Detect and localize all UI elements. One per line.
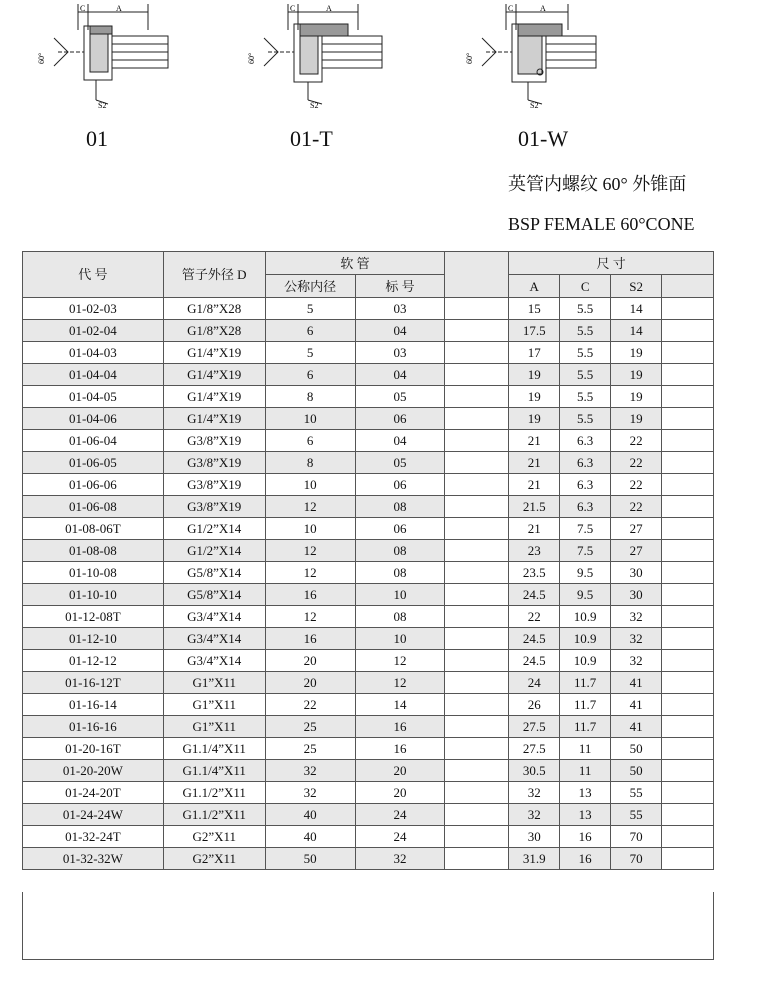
cell-spacer <box>445 342 509 364</box>
table-row <box>23 760 714 782</box>
table-row <box>23 540 714 562</box>
cell-s2: 50 <box>611 738 662 760</box>
cell-spacer <box>445 452 509 474</box>
dim-s2-label: S2 <box>98 101 107 110</box>
cell-c: 6.3 <box>560 452 611 474</box>
cell-c: 13 <box>560 804 611 826</box>
table-row <box>23 584 714 606</box>
cell-s2: 19 <box>611 364 662 386</box>
cell-s2: 30 <box>611 562 662 584</box>
model-label-01-w: 01-W <box>518 126 569 151</box>
table-row <box>23 364 714 386</box>
cell-dash: 10 <box>355 628 445 650</box>
cell-code: 01-06-08 <box>23 496 164 518</box>
dim-a-label: A <box>540 4 546 13</box>
cell-nominal: 12 <box>265 496 355 518</box>
cell-dash: 05 <box>355 386 445 408</box>
cell-a: 30 <box>509 826 560 848</box>
cell-tube: G3/8”X19 <box>163 430 265 452</box>
cell-code: 01-16-12T <box>23 672 164 694</box>
dim-s2-label: S2 <box>310 101 319 110</box>
dim-c-label: C <box>80 4 86 13</box>
cell-extra <box>662 320 714 342</box>
cell-dash: 03 <box>355 298 445 320</box>
cell-s2: 14 <box>611 320 662 342</box>
cell-c: 5.5 <box>560 408 611 430</box>
cell-nominal: 6 <box>265 430 355 452</box>
table-row <box>23 452 714 474</box>
cell-tube: G1.1/4”X11 <box>163 738 265 760</box>
cell-tube: G1/2”X14 <box>163 518 265 540</box>
header-nominal-id: 公称内径 <box>265 275 355 298</box>
cell-s2: 22 <box>611 496 662 518</box>
cell-tube: G5/8”X14 <box>163 584 265 606</box>
cell-spacer <box>445 738 509 760</box>
header-tube-od: 管子外径 D <box>163 252 265 298</box>
cell-a: 32 <box>509 804 560 826</box>
cell-extra <box>662 474 714 496</box>
header-c: C <box>560 275 611 298</box>
cell-s2: 14 <box>611 298 662 320</box>
header-spacer <box>445 252 509 298</box>
cell-spacer <box>445 386 509 408</box>
cell-tube: G1.1/2”X11 <box>163 804 265 826</box>
spec-table-body <box>23 298 714 870</box>
cell-dash: 16 <box>355 716 445 738</box>
cell-extra <box>662 760 714 782</box>
cell-nominal: 50 <box>265 848 355 870</box>
fitting-drawing-01-t-svg <box>238 0 398 120</box>
cell-spacer <box>445 672 509 694</box>
cell-dash: 08 <box>355 496 445 518</box>
table-row <box>23 408 714 430</box>
table-row <box>23 628 714 650</box>
cell-nominal: 32 <box>265 782 355 804</box>
cell-a: 21 <box>509 474 560 496</box>
dim-angle-label: 60° <box>37 52 46 64</box>
cell-tube: G1/4”X19 <box>163 342 265 364</box>
table-row <box>23 826 714 848</box>
cell-a: 21 <box>509 518 560 540</box>
cell-c: 11.7 <box>560 672 611 694</box>
cell-code: 01-24-24W <box>23 804 164 826</box>
dim-a-label: A <box>326 4 332 13</box>
cell-c: 11.7 <box>560 694 611 716</box>
cell-s2: 70 <box>611 848 662 870</box>
cell-extra <box>662 672 714 694</box>
cell-extra <box>662 540 714 562</box>
cell-spacer <box>445 430 509 452</box>
cell-code: 01-08-06T <box>23 518 164 540</box>
cell-a: 22 <box>509 606 560 628</box>
cell-spacer <box>445 562 509 584</box>
cell-c: 7.5 <box>560 540 611 562</box>
spec-table <box>22 251 714 870</box>
table-row <box>23 650 714 672</box>
cell-a: 21 <box>509 430 560 452</box>
cell-extra <box>662 496 714 518</box>
fitting-drawing-01-t <box>238 0 398 120</box>
cell-dash: 12 <box>355 650 445 672</box>
cell-nominal: 10 <box>265 474 355 496</box>
cell-code: 01-24-20T <box>23 782 164 804</box>
cell-dash: 20 <box>355 760 445 782</box>
cell-spacer <box>445 320 509 342</box>
cell-nominal: 32 <box>265 760 355 782</box>
cell-code: 01-02-03 <box>23 298 164 320</box>
cell-a: 31.9 <box>509 848 560 870</box>
cell-dash: 03 <box>355 342 445 364</box>
cell-tube: G2”X11 <box>163 848 265 870</box>
cell-extra <box>662 430 714 452</box>
table-row <box>23 496 714 518</box>
cell-extra <box>662 694 714 716</box>
cell-code: 01-10-08 <box>23 562 164 584</box>
cell-code: 01-04-04 <box>23 364 164 386</box>
cell-c: 16 <box>560 848 611 870</box>
table-row <box>23 738 714 760</box>
table-row <box>23 782 714 804</box>
cell-s2: 19 <box>611 342 662 364</box>
cell-extra <box>662 584 714 606</box>
table-row <box>23 430 714 452</box>
cell-s2: 55 <box>611 782 662 804</box>
cell-extra <box>662 298 714 320</box>
cell-tube: G3/4”X14 <box>163 606 265 628</box>
table-row <box>23 716 714 738</box>
model-label-01-t: 01-T <box>290 126 333 151</box>
cell-a: 23 <box>509 540 560 562</box>
cell-tube: G1”X11 <box>163 716 265 738</box>
cell-nominal: 20 <box>265 650 355 672</box>
cell-c: 6.3 <box>560 474 611 496</box>
cell-a: 21.5 <box>509 496 560 518</box>
cell-spacer <box>445 760 509 782</box>
cell-spacer <box>445 782 509 804</box>
cell-c: 13 <box>560 782 611 804</box>
cell-c: 5.5 <box>560 342 611 364</box>
cell-extra <box>662 804 714 826</box>
fitting-drawing-01 <box>28 0 188 120</box>
cell-s2: 41 <box>611 716 662 738</box>
cell-a: 15 <box>509 298 560 320</box>
cell-c: 11 <box>560 760 611 782</box>
cell-c: 5.5 <box>560 364 611 386</box>
cell-extra <box>662 408 714 430</box>
cell-code: 01-16-14 <box>23 694 164 716</box>
cell-dash: 20 <box>355 782 445 804</box>
cell-nominal: 40 <box>265 826 355 848</box>
fitting-drawing-01-svg <box>28 0 188 120</box>
cell-a: 19 <box>509 386 560 408</box>
cell-s2: 19 <box>611 386 662 408</box>
cell-tube: G1/8”X28 <box>163 320 265 342</box>
cell-tube: G1/4”X19 <box>163 364 265 386</box>
cell-code: 01-16-16 <box>23 716 164 738</box>
cell-tube: G1/2”X14 <box>163 540 265 562</box>
cell-nominal: 8 <box>265 386 355 408</box>
cell-spacer <box>445 826 509 848</box>
cell-nominal: 25 <box>265 738 355 760</box>
header-a: A <box>509 275 560 298</box>
cell-a: 24 <box>509 672 560 694</box>
cell-code: 01-12-08T <box>23 606 164 628</box>
table-row <box>23 606 714 628</box>
cell-tube: G1.1/4”X11 <box>163 760 265 782</box>
cell-spacer <box>445 628 509 650</box>
cell-a: 19 <box>509 364 560 386</box>
subtitle-chinese: 英管内螺纹 60° 外锥面 <box>508 174 687 194</box>
cell-code: 01-02-04 <box>23 320 164 342</box>
dim-a-label: A <box>116 4 122 13</box>
cell-nominal: 8 <box>265 452 355 474</box>
cell-c: 10.9 <box>560 628 611 650</box>
cell-nominal: 6 <box>265 364 355 386</box>
header-s2: S2 <box>611 275 662 298</box>
cell-spacer <box>445 694 509 716</box>
cell-dash: 04 <box>355 320 445 342</box>
cell-spacer <box>445 606 509 628</box>
cell-tube: G3/8”X19 <box>163 474 265 496</box>
cell-a: 23.5 <box>509 562 560 584</box>
cell-dash: 24 <box>355 826 445 848</box>
cell-extra <box>662 364 714 386</box>
cell-spacer <box>445 848 509 870</box>
cell-s2: 55 <box>611 804 662 826</box>
spec-table-head <box>23 252 714 298</box>
cell-a: 21 <box>509 452 560 474</box>
cell-c: 10.9 <box>560 606 611 628</box>
cell-extra <box>662 452 714 474</box>
cell-spacer <box>445 540 509 562</box>
table-row <box>23 848 714 870</box>
dim-s2-label: S2 <box>530 101 539 110</box>
cell-a: 26 <box>509 694 560 716</box>
cell-code: 01-04-03 <box>23 342 164 364</box>
table-row <box>23 518 714 540</box>
dim-c-label: C <box>290 4 296 13</box>
cell-extra <box>662 342 714 364</box>
cell-s2: 27 <box>611 540 662 562</box>
table-row <box>23 672 714 694</box>
cell-spacer <box>445 804 509 826</box>
cell-dash: 04 <box>355 430 445 452</box>
cell-extra <box>662 738 714 760</box>
cell-nominal: 16 <box>265 584 355 606</box>
cell-c: 9.5 <box>560 562 611 584</box>
table-row <box>23 474 714 496</box>
cell-s2: 22 <box>611 452 662 474</box>
cell-extra <box>662 650 714 672</box>
cell-dash: 05 <box>355 452 445 474</box>
cell-tube: G1.1/2”X11 <box>163 782 265 804</box>
cell-c: 16 <box>560 826 611 848</box>
cell-nominal: 25 <box>265 716 355 738</box>
cell-a: 32 <box>509 782 560 804</box>
cell-c: 10.9 <box>560 650 611 672</box>
cell-dash: 16 <box>355 738 445 760</box>
cell-spacer <box>445 364 509 386</box>
cell-dash: 32 <box>355 848 445 870</box>
cell-s2: 70 <box>611 826 662 848</box>
cell-spacer <box>445 716 509 738</box>
cell-extra <box>662 782 714 804</box>
cell-nominal: 12 <box>265 540 355 562</box>
cell-s2: 22 <box>611 430 662 452</box>
dim-angle-label: 60° <box>465 52 474 64</box>
cell-a: 24.5 <box>509 650 560 672</box>
cell-tube: G1/4”X19 <box>163 386 265 408</box>
table-row <box>23 804 714 826</box>
cell-extra <box>662 606 714 628</box>
table-row <box>23 694 714 716</box>
cell-nominal: 10 <box>265 518 355 540</box>
cell-c: 11.7 <box>560 716 611 738</box>
cell-a: 27.5 <box>509 738 560 760</box>
cell-code: 01-06-05 <box>23 452 164 474</box>
cell-code: 01-32-24T <box>23 826 164 848</box>
cell-c: 6.3 <box>560 430 611 452</box>
cell-code: 01-06-04 <box>23 430 164 452</box>
cell-code: 01-04-05 <box>23 386 164 408</box>
cell-a: 19 <box>509 408 560 430</box>
cell-tube: G3/4”X14 <box>163 628 265 650</box>
cell-dash: 12 <box>355 672 445 694</box>
cell-spacer <box>445 650 509 672</box>
cell-a: 24.5 <box>509 584 560 606</box>
cell-s2: 41 <box>611 672 662 694</box>
cell-nominal: 16 <box>265 628 355 650</box>
table-row <box>23 298 714 320</box>
cell-tube: G1”X11 <box>163 694 265 716</box>
header-extra <box>662 275 714 298</box>
cell-s2: 19 <box>611 408 662 430</box>
dim-angle-label: 60° <box>247 52 256 64</box>
cell-c: 6.3 <box>560 496 611 518</box>
table-footer-box <box>22 892 714 960</box>
cell-dash: 08 <box>355 606 445 628</box>
cell-dash: 14 <box>355 694 445 716</box>
cell-code: 01-12-12 <box>23 650 164 672</box>
cell-spacer <box>445 584 509 606</box>
cell-extra <box>662 716 714 738</box>
cell-s2: 27 <box>611 518 662 540</box>
cell-c: 5.5 <box>560 298 611 320</box>
cell-nominal: 22 <box>265 694 355 716</box>
cell-c: 11 <box>560 738 611 760</box>
cell-a: 17 <box>509 342 560 364</box>
table-row <box>23 342 714 364</box>
cell-c: 5.5 <box>560 386 611 408</box>
header-code: 代 号 <box>23 252 164 298</box>
cell-dash: 06 <box>355 408 445 430</box>
cell-spacer <box>445 496 509 518</box>
header-size: 尺 寸 <box>509 252 714 275</box>
cell-s2: 32 <box>611 650 662 672</box>
cell-nominal: 5 <box>265 342 355 364</box>
cell-c: 5.5 <box>560 320 611 342</box>
cell-code: 01-04-06 <box>23 408 164 430</box>
cell-tube: G3/8”X19 <box>163 452 265 474</box>
header-hose: 软 管 <box>265 252 445 275</box>
cell-s2: 50 <box>611 760 662 782</box>
cell-a: 30.5 <box>509 760 560 782</box>
cell-spacer <box>445 298 509 320</box>
cell-spacer <box>445 518 509 540</box>
cell-extra <box>662 848 714 870</box>
cell-s2: 22 <box>611 474 662 496</box>
cell-nominal: 5 <box>265 298 355 320</box>
cell-dash: 10 <box>355 584 445 606</box>
cell-code: 01-06-06 <box>23 474 164 496</box>
cell-a: 17.5 <box>509 320 560 342</box>
fitting-drawing-01-w <box>456 0 616 120</box>
cell-tube: G1/4”X19 <box>163 408 265 430</box>
cell-tube: G5/8”X14 <box>163 562 265 584</box>
cell-a: 27.5 <box>509 716 560 738</box>
cell-extra <box>662 518 714 540</box>
cell-c: 9.5 <box>560 584 611 606</box>
cell-extra <box>662 562 714 584</box>
cell-spacer <box>445 474 509 496</box>
cell-code: 01-32-32W <box>23 848 164 870</box>
cell-dash: 08 <box>355 562 445 584</box>
cell-a: 24.5 <box>509 628 560 650</box>
cell-spacer <box>445 408 509 430</box>
cell-extra <box>662 628 714 650</box>
cell-code: 01-12-10 <box>23 628 164 650</box>
cell-nominal: 10 <box>265 408 355 430</box>
header-dash: 标 号 <box>355 275 445 298</box>
table-row <box>23 386 714 408</box>
cell-extra <box>662 826 714 848</box>
cell-s2: 32 <box>611 606 662 628</box>
cell-tube: G3/8”X19 <box>163 496 265 518</box>
cell-nominal: 12 <box>265 606 355 628</box>
cell-c: 7.5 <box>560 518 611 540</box>
cell-dash: 24 <box>355 804 445 826</box>
cell-dash: 06 <box>355 518 445 540</box>
cell-nominal: 40 <box>265 804 355 826</box>
cell-extra <box>662 386 714 408</box>
table-row <box>23 320 714 342</box>
cell-tube: G1”X11 <box>163 672 265 694</box>
cell-tube: G1/8”X28 <box>163 298 265 320</box>
table-row <box>23 562 714 584</box>
cell-dash: 08 <box>355 540 445 562</box>
cell-tube: G3/4”X14 <box>163 650 265 672</box>
model-label-01: 01 <box>86 126 108 151</box>
cell-code: 01-20-16T <box>23 738 164 760</box>
cell-s2: 30 <box>611 584 662 606</box>
cell-nominal: 12 <box>265 562 355 584</box>
cell-code: 01-10-10 <box>23 584 164 606</box>
cell-s2: 41 <box>611 694 662 716</box>
subtitle-english: BSP FEMALE 60°CONE <box>508 214 695 234</box>
cell-code: 01-20-20W <box>23 760 164 782</box>
cell-tube: G2”X11 <box>163 826 265 848</box>
fitting-drawing-01-w-svg <box>456 0 616 120</box>
cell-code: 01-08-08 <box>23 540 164 562</box>
cell-s2: 32 <box>611 628 662 650</box>
cell-nominal: 20 <box>265 672 355 694</box>
cell-nominal: 6 <box>265 320 355 342</box>
cell-dash: 04 <box>355 364 445 386</box>
cell-dash: 06 <box>355 474 445 496</box>
dim-c-label: C <box>508 4 514 13</box>
